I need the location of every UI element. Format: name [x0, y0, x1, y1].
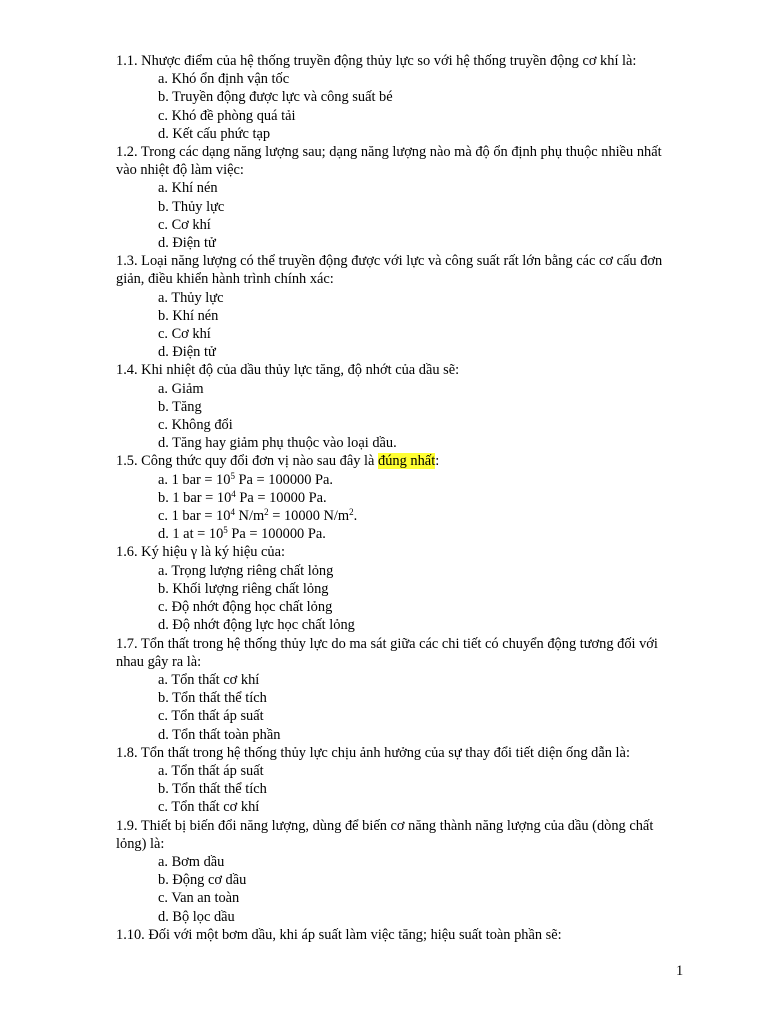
option: a. Bơm dầu — [158, 853, 225, 870]
option: c. Khó đề phòng quá tải — [158, 107, 296, 124]
option: b. Thủy lực — [158, 198, 225, 215]
option-list — [116, 380, 676, 453]
option-text: N/m — [234, 508, 265, 525]
option: d. Tăng hay giảm phụ thuộc vào loại dầu. — [158, 435, 397, 452]
option-text: d. 1 at = 10 — [158, 526, 224, 543]
option — [158, 525, 676, 543]
question-text: 1.1. Nhược điểm của hệ thống truyền động thủy lực so với hệ thống truyền động cơ khí là: — [116, 53, 637, 69]
option-list — [116, 671, 676, 744]
option: d. Điện tử — [158, 235, 216, 252]
question-text: 1.6. Ký hiệu γ là ký hiệu của: — [116, 544, 286, 561]
option: b. Truyền động được lực và công suất bé — [158, 89, 393, 106]
option — [158, 471, 676, 489]
option-list — [116, 70, 676, 143]
option — [158, 489, 676, 507]
question-text-end: : — [435, 453, 440, 470]
exponent: 5 — [223, 525, 228, 536]
option: a. Trọng lượng riêng chất lỏng — [158, 562, 334, 579]
option: b. Khí nén — [158, 307, 219, 324]
question-text: 1.2. Trong các dạng năng lượng sau; dạng năng lượng nào mà độ ổn định phụ thuộc nhiều nhất vào nhiệt độ làm việc: — [116, 144, 662, 179]
option: b. Tổn thất thể tích — [158, 781, 267, 798]
highlighted-text: đúng nhất — [378, 453, 436, 470]
question-1-2 — [116, 143, 676, 252]
option-list — [116, 562, 676, 635]
question-text: 1.8. Tổn thất trong hệ thống thủy lực chịu ảnh hưởng của sự thay đổi tiết diện ống dẫn là: — [116, 744, 630, 761]
question-1-10 — [116, 926, 676, 944]
option: b. Tổn thất thể tích — [158, 690, 267, 707]
question-1-9 — [116, 817, 676, 926]
exponent: 5 — [230, 470, 235, 481]
option — [158, 507, 676, 525]
option-text: Pa = 100000 Pa. — [234, 471, 334, 488]
question-text-start: 1.5. Công thức quy đổi đơn vị nào sau đây là — [116, 453, 379, 470]
exponent: 2 — [349, 507, 354, 518]
option: b. Khối lượng riêng chất lỏng — [158, 580, 329, 597]
option-text: Pa = 10000 Pa. — [235, 489, 327, 506]
question-text: 1.10. Đối với một bơm dầu, khi áp suất làm việc tăng; hiệu suất toàn phần sẽ: — [116, 926, 562, 943]
question-text: 1.9. Thiết bị biến đổi năng lượng, dùng để biến cơ năng thành năng lượng của dầu (dòng chất lỏng) là: — [116, 817, 654, 852]
question-list — [116, 52, 676, 944]
question-1-8 — [116, 744, 676, 817]
option-text: = 10000 N/m — [268, 508, 350, 525]
option: a. Tổn thất áp suất — [158, 762, 264, 779]
option-text: . — [353, 508, 358, 525]
option: d. Độ nhớt động lực học chất lỏng — [158, 617, 355, 634]
option-list — [116, 762, 676, 817]
question-1-4 — [116, 361, 676, 452]
option: a. Khí nén — [158, 180, 218, 197]
option-list — [116, 179, 676, 252]
question-1-5 — [116, 452, 676, 543]
option: a. Tổn thất cơ khí — [158, 671, 260, 688]
option: d. Kết cấu phức tạp — [158, 125, 271, 142]
option-text: b. 1 bar = 10 — [158, 489, 232, 506]
page-number: 1 — [676, 963, 684, 979]
option: b. Tăng — [158, 398, 202, 415]
question-1-3 — [116, 252, 676, 361]
option-list — [116, 289, 676, 362]
option: d. Điện tử — [158, 344, 216, 361]
option: d. Bộ lọc dầu — [158, 908, 235, 925]
exponent: 4 — [231, 488, 236, 499]
option-list — [116, 471, 676, 544]
option-text: a. 1 bar = 10 — [158, 471, 231, 488]
option: c. Tổn thất áp suất — [158, 708, 264, 725]
question-text — [116, 452, 676, 470]
question-text: 1.3. Loại năng lượng có thể truyền động được với lực và công suất rất lớn bằng các cơ cấu đơn giản, điều khiển hành trình chính xác: — [116, 253, 663, 288]
option: b. Động cơ dầu — [158, 872, 247, 889]
option: c. Độ nhớt động học chất lỏng — [158, 599, 333, 616]
question-1-7 — [116, 635, 676, 744]
option: c. Cơ khí — [158, 216, 211, 233]
exponent: 4 — [230, 507, 235, 518]
option: a. Khó ổn định vận tốc — [158, 71, 290, 88]
option: a. Thủy lực — [158, 289, 224, 306]
option: a. Giảm — [158, 380, 204, 397]
option: c. Tổn thất cơ khí — [158, 799, 260, 816]
question-text: 1.7. Tổn thất trong hệ thống thủy lực do ma sát giữa các chi tiết có chuyển động tương đối với nhau gây ra là: — [116, 635, 658, 670]
question-text: 1.4. Khi nhiệt độ của dầu thủy lực tăng, độ nhớt của dầu sẽ: — [116, 362, 460, 379]
exponent: 2 — [264, 507, 269, 518]
option: c. Van an toàn — [158, 890, 240, 907]
option-list — [116, 853, 676, 926]
option: d. Tổn thất toàn phần — [158, 726, 281, 743]
question-1-6 — [116, 543, 676, 634]
option: c. Cơ khí — [158, 326, 211, 343]
question-1-1 — [116, 52, 676, 143]
option-text: Pa = 100000 Pa. — [227, 526, 326, 543]
option: c. Không đổi — [158, 417, 233, 434]
option-text: c. 1 bar = 10 — [158, 508, 231, 525]
